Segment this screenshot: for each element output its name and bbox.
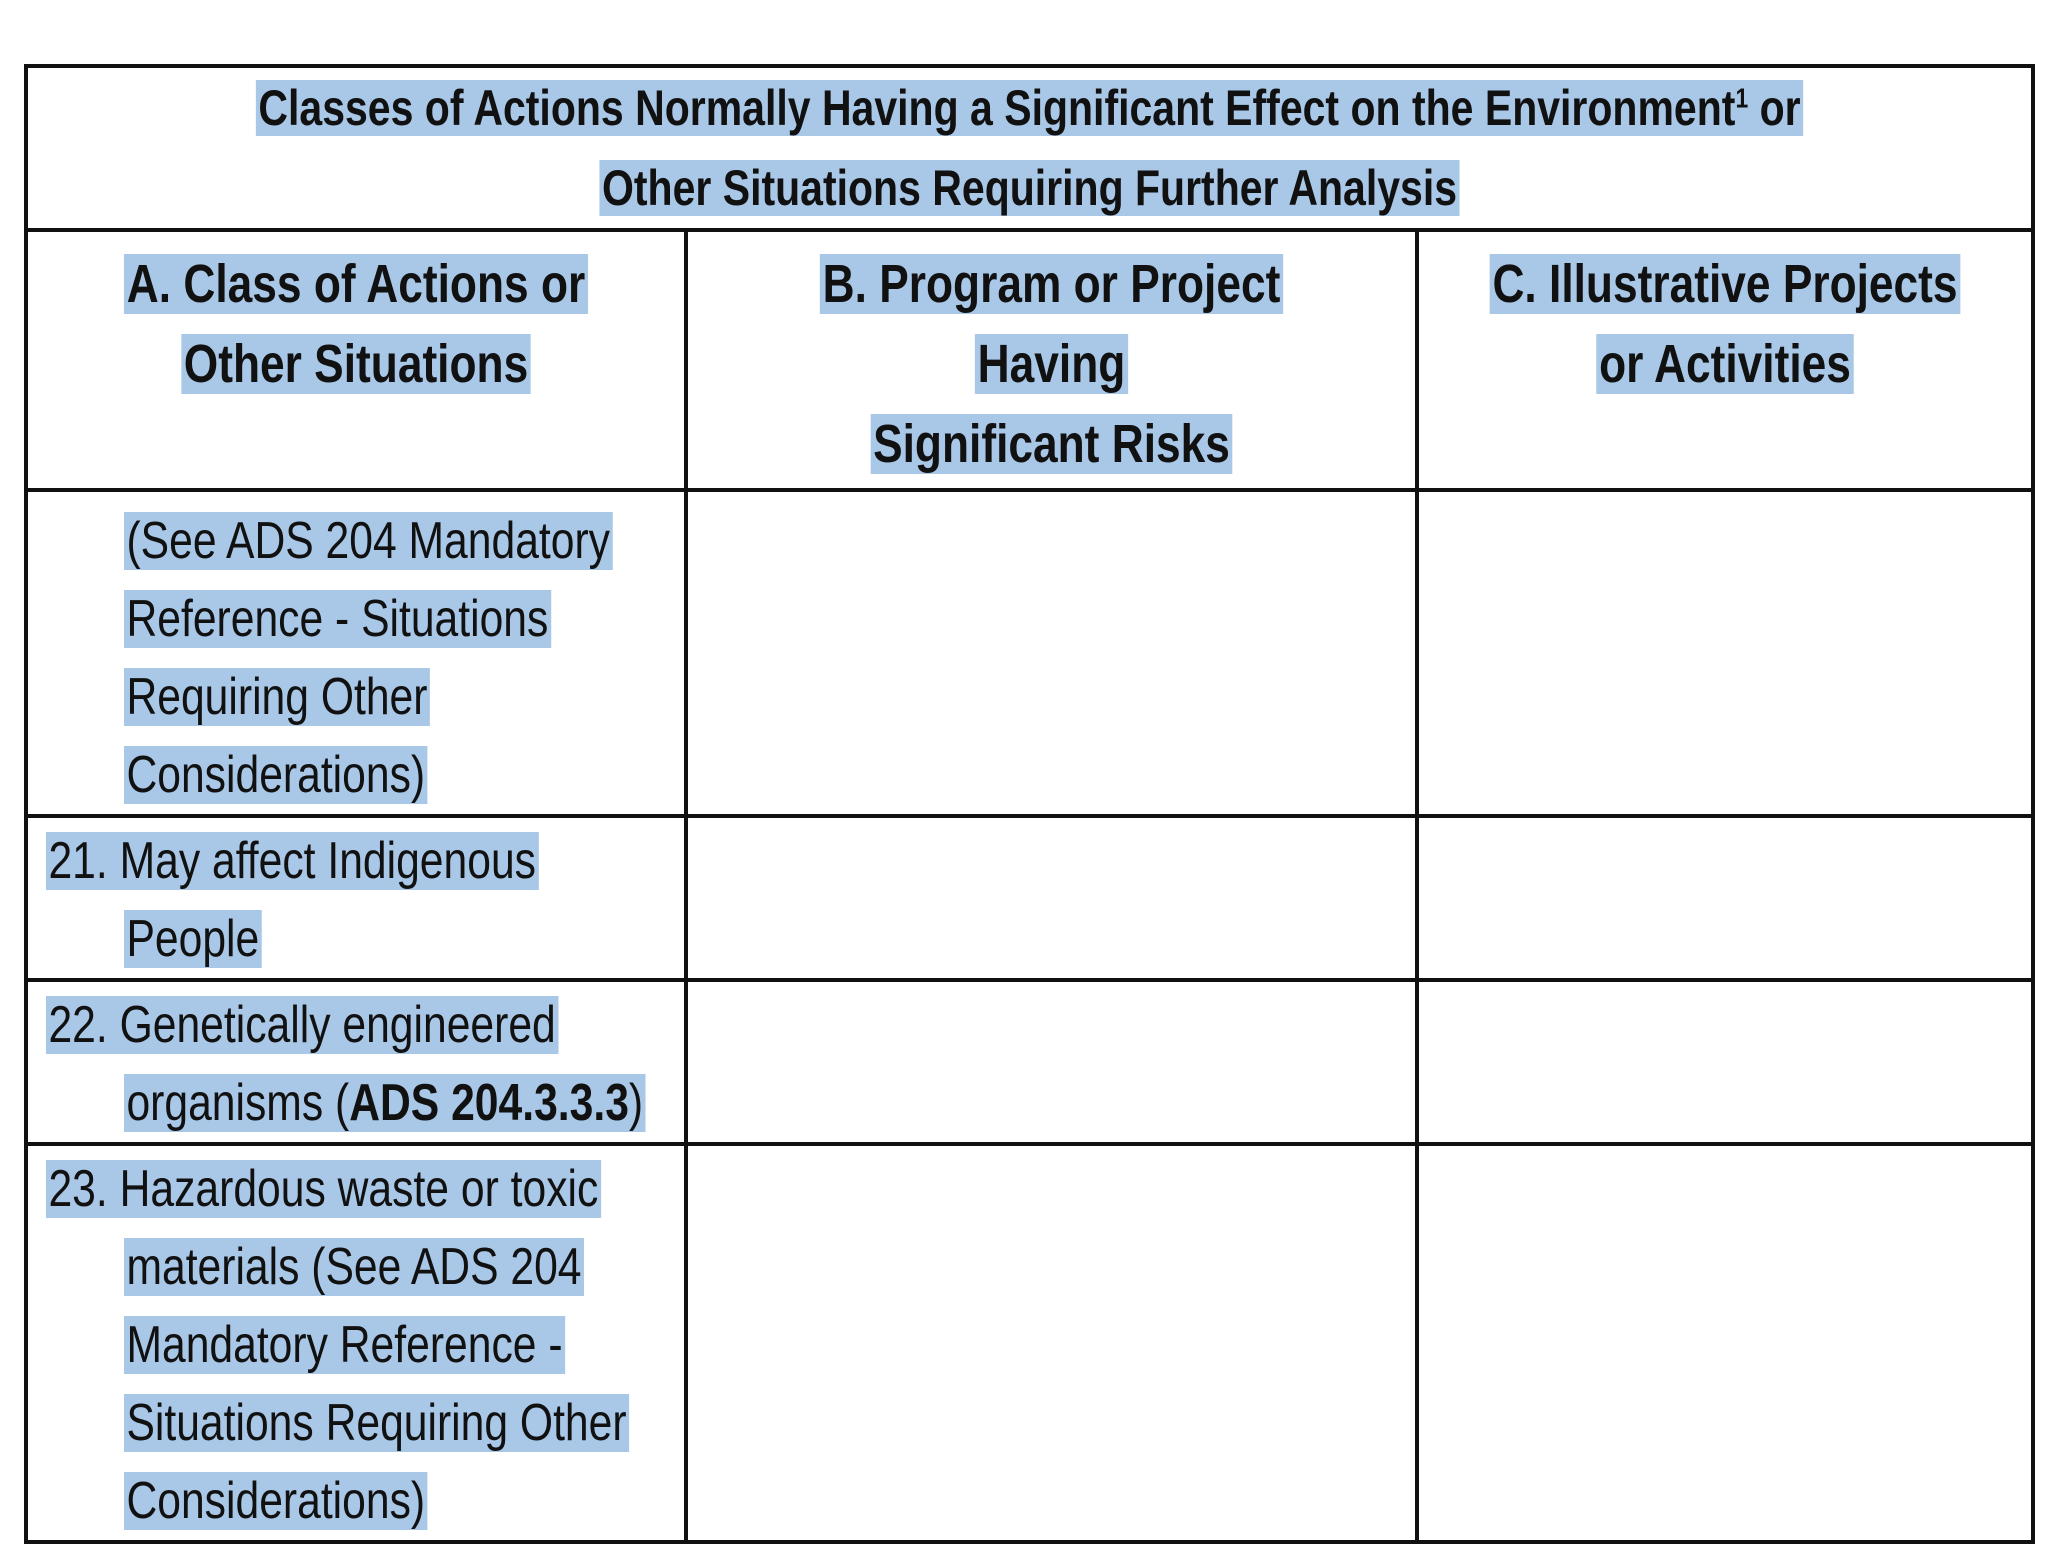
row-22-line-2-prefix: organisms ( (126, 1074, 350, 1132)
row-22-col-b (686, 980, 1417, 1144)
row-21-line-1: 21. May affect Indigenous (46, 832, 538, 890)
environmental-classes-table (24, 64, 2035, 1544)
column-header-b (686, 230, 1417, 490)
row-22-line-2-ref: ADS 204.3.3.3 (349, 1074, 629, 1132)
row-23-line-1: 23. Hazardous waste or toxic (46, 1160, 601, 1218)
row-22-col-a (26, 980, 686, 1144)
row-0-line-4: Considerations) (124, 746, 428, 804)
row-0-col-a (26, 490, 686, 816)
row-0-line-3: Requiring Other (124, 668, 430, 726)
table-title-row (26, 66, 2033, 230)
row-23-col-c (1417, 1144, 2033, 1542)
row-22-line-2-suffix: ) (628, 1074, 644, 1132)
column-header-b-line-2: Significant Risks (871, 414, 1233, 474)
table-row (26, 980, 2033, 1144)
row-0-line-2: Reference - Situations (124, 590, 551, 648)
row-23-line-3: Mandatory Reference - (124, 1316, 565, 1374)
row-23-line-2: materials (See ADS 204 (124, 1238, 584, 1296)
table-row (26, 816, 2033, 980)
title-line-2: Other Situations Requiring Further Analysis (600, 160, 1460, 216)
row-0-line-1: (See ADS 204 Mandatory (124, 512, 612, 570)
row-23-col-b (686, 1144, 1417, 1542)
row-21-col-b (686, 816, 1417, 980)
row-0-col-b (686, 490, 1417, 816)
footnote-marker: 1 (1735, 82, 1749, 114)
title-line-1: Classes of Actions Normally Having a Significant Effect on the Environment (258, 80, 1736, 136)
column-header-row (26, 230, 2033, 490)
row-0-col-c (1417, 490, 2033, 816)
row-22-line-1: 22. Genetically engineered (46, 996, 558, 1054)
row-21-line-2: People (124, 910, 262, 968)
column-header-b-line-1: B. Program or Project Having (820, 254, 1283, 394)
column-header-a (26, 230, 686, 490)
row-23-col-a (26, 1144, 686, 1542)
row-23-line-5: Considerations) (124, 1472, 428, 1530)
table-row (26, 490, 2033, 816)
column-header-c (1417, 230, 2033, 490)
table-row (26, 1144, 2033, 1542)
row-21-col-c (1417, 816, 2033, 980)
row-21-col-a (26, 816, 686, 980)
row-23-line-4: Situations Requiring Other (124, 1394, 629, 1452)
title-line-1-tail: or (1748, 80, 1801, 136)
table-title (26, 66, 2033, 230)
row-22-col-c (1417, 980, 2033, 1144)
column-header-c-line-1: C. Illustrative Projects (1490, 254, 1960, 314)
column-header-c-line-2: or Activities (1597, 334, 1854, 394)
column-header-a-line-2: Other Situations (181, 334, 530, 394)
column-header-a-line-1: A. Class of Actions or (124, 254, 587, 314)
